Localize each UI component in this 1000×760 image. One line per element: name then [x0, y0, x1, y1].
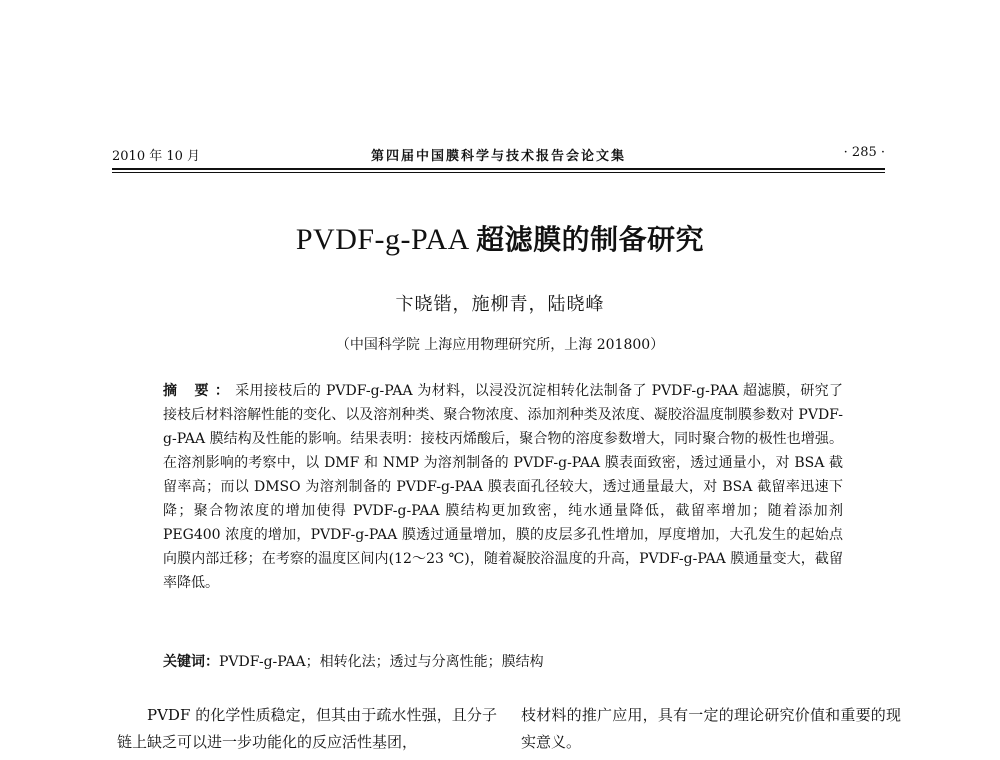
author-list: 卞晓锴，施柳青，陆晓峰 [395, 294, 605, 315]
body-column-right: 枝材料的推广应用，具有一定的理论研究价值和重要的现实意义。 [521, 706, 901, 751]
article-title [0, 218, 1000, 258]
header-page-number: · 285 · [843, 145, 885, 160]
header-proceedings-title: 第四届中国膜科学与技术报告会论文集 [370, 149, 626, 164]
keywords-label: 关键词： [163, 654, 219, 670]
title-latin: PVDF-g-PAA [295, 223, 469, 256]
abstract [163, 379, 843, 595]
header-rule-thick [112, 168, 885, 170]
body-column-left: PVDF 的化学性质稳定，但其由于疏水性强，且分子链上缺乏可以进一步功能化的反应活性基团， [117, 706, 497, 751]
abstract-label: 摘 要： [163, 383, 236, 399]
header-date: 2010 年 10 月 [112, 149, 201, 164]
running-header [112, 145, 885, 167]
header-rule-thin [112, 172, 885, 173]
affiliation: （中国科学院 上海应用物理研究所，上海 201800） [335, 337, 665, 353]
abstract-text: 采用接枝后的 PVDF-g-PAA 为材料，以浸没沉淀相转化法制备了 PVDF-g-PAA 超滤膜，研究了接枝后材料溶解性能的变化、以及溶剂种类、聚合物浓度、添加剂种类及浓度、凝胶浴温度制膜参数对 PVDF-g-PAA 膜结构及性能的影响。结果表明：接枝丙烯酸后，聚合物的溶度参数增大，同时聚合物的极性也增强。在溶剂影响的考察中，以 DMF 和 NMP 为溶剂制备的 PVDF-g-PAA 膜表面致密，透过通量小，对 BSA 截留率高；而以 DMSO 为溶剂制备的 PVDF-g-PAA 膜表面孔径较大，透过通量最大，对 BSA 截留率迅速下降；聚合物浓度的增加使得 PVDF-g-PAA 膜结构更加致密，纯水通量降低，截留率增加；随着添加剂 PEG400 浓度的增加，PVDF-g-PAA 膜透过通量增加，膜的皮层多孔性增加，厚度增加，大孔发生的起始点向膜内部迁移；在考察的温度区间内(12～23 ℃)，随着凝胶浴温度的升高，PVDF-g-PAA 膜通量变大，截留率降低。 [163, 383, 843, 591]
keywords [163, 651, 843, 671]
title-chinese: 超滤膜的制备研究 [476, 223, 705, 256]
keywords-text: PVDF-g-PAA；相转化法；透过与分离性能；膜结构 [219, 654, 544, 670]
